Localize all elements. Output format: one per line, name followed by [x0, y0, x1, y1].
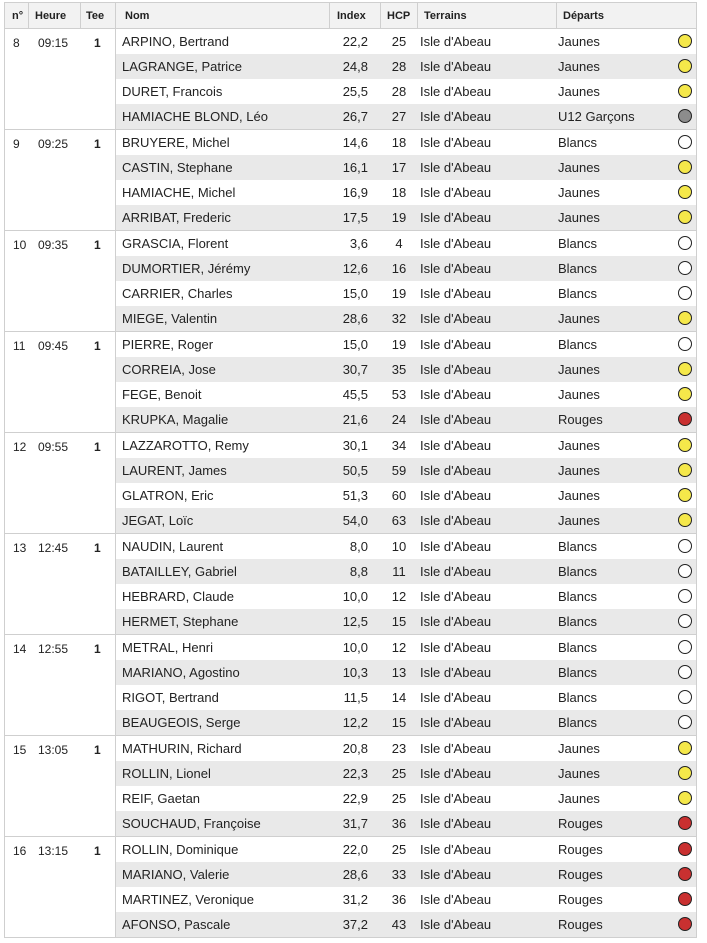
tee-color-icon	[678, 539, 692, 553]
player-hcp: 23	[391, 741, 407, 756]
player-row[interactable]	[116, 685, 696, 710]
player-hcp: 18	[391, 135, 407, 150]
player-row[interactable]	[116, 79, 696, 104]
player-hcp: 63	[391, 513, 407, 528]
player-index: 37,2	[342, 917, 368, 932]
tee-color-icon	[678, 236, 692, 250]
group-tee: 1	[94, 642, 101, 656]
player-name: CORREIA, Jose	[122, 362, 216, 377]
player-hcp: 19	[391, 286, 407, 301]
player-departure: Blancs	[558, 665, 598, 680]
player-row[interactable]	[116, 887, 696, 912]
player-course: Isle d'Abeau	[420, 412, 492, 427]
player-course: Isle d'Abeau	[420, 488, 492, 503]
tee-color-icon	[678, 715, 692, 729]
player-row[interactable]	[116, 660, 696, 685]
tee-color-icon	[678, 135, 692, 149]
player-index: 30,1	[342, 438, 368, 453]
group-time: 12:45	[38, 541, 69, 555]
player-departure: U12 Garçons	[558, 109, 635, 124]
tee-group	[5, 837, 696, 937]
tee-color-icon	[678, 438, 692, 452]
player-name: REIF, Gaetan	[122, 791, 201, 806]
group-tee: 1	[94, 238, 101, 252]
player-departure: Rouges	[558, 816, 603, 831]
player-departure: Jaunes	[558, 488, 600, 503]
tee-color-icon	[678, 160, 692, 174]
player-course: Isle d'Abeau	[420, 867, 492, 882]
player-index: 22,3	[342, 766, 368, 781]
player-name: LAGRANGE, Patrice	[122, 59, 242, 74]
tee-group	[5, 130, 696, 231]
player-name: HEBRARD, Claude	[122, 589, 234, 604]
player-row[interactable]	[116, 306, 696, 331]
player-hcp: 25	[391, 34, 407, 49]
player-index: 15,0	[342, 286, 368, 301]
player-hcp: 25	[391, 791, 407, 806]
player-hcp: 11	[392, 564, 406, 579]
group-number: 10	[13, 238, 27, 252]
col-header-heure[interactable]: Heure	[35, 10, 67, 22]
col-header-num[interactable]: n°	[12, 10, 24, 22]
player-name: ARPINO, Bertrand	[122, 34, 229, 49]
player-course: Isle d'Abeau	[420, 59, 492, 74]
player-row[interactable]	[116, 104, 696, 129]
tee-color-icon	[678, 412, 692, 426]
player-departure: Blancs	[558, 539, 598, 554]
player-departure: Blancs	[558, 337, 598, 352]
player-departure: Blancs	[558, 286, 598, 301]
player-departure: Jaunes	[558, 362, 600, 377]
player-row[interactable]	[116, 837, 696, 862]
player-index: 25,5	[342, 84, 368, 99]
player-course: Isle d'Abeau	[420, 816, 492, 831]
player-name: HAMIACHE, Michel	[122, 185, 236, 200]
tee-color-icon	[678, 362, 692, 376]
tee-color-icon	[678, 286, 692, 300]
player-hcp: 59	[391, 463, 407, 478]
group-number: 15	[13, 743, 27, 757]
tee-color-icon	[678, 513, 692, 527]
player-departure: Jaunes	[558, 311, 600, 326]
player-hcp: 24	[391, 412, 407, 427]
player-hcp: 28	[391, 59, 407, 74]
player-name: ARRIBAT, Frederic	[122, 210, 231, 225]
group-time: 09:55	[38, 440, 69, 454]
player-row[interactable]	[116, 433, 696, 458]
player-departure: Blancs	[558, 614, 598, 629]
player-course: Isle d'Abeau	[420, 185, 492, 200]
group-tee: 1	[94, 36, 101, 50]
player-index: 17,5	[342, 210, 368, 225]
player-course: Isle d'Abeau	[420, 614, 492, 629]
player-row[interactable]	[116, 811, 696, 836]
player-hcp: 43	[391, 917, 407, 932]
player-row[interactable]	[116, 180, 696, 205]
player-departure: Jaunes	[558, 463, 600, 478]
player-departure: Blancs	[558, 236, 598, 251]
group-number: 8	[13, 36, 20, 50]
player-course: Isle d'Abeau	[420, 84, 492, 99]
player-name: MARIANO, Valerie	[122, 867, 230, 882]
player-row[interactable]	[116, 458, 696, 483]
player-hcp: 19	[391, 337, 407, 352]
player-row[interactable]	[116, 534, 696, 559]
player-row[interactable]	[116, 231, 696, 256]
player-row[interactable]	[116, 786, 696, 811]
player-course: Isle d'Abeau	[420, 842, 492, 857]
group-time: 09:25	[38, 137, 69, 151]
tee-color-icon	[678, 892, 692, 906]
player-departure: Jaunes	[558, 210, 600, 225]
tee-color-icon	[678, 463, 692, 477]
player-departure: Jaunes	[558, 160, 600, 175]
player-course: Isle d'Abeau	[420, 690, 492, 705]
player-row[interactable]	[116, 256, 696, 281]
player-name: KRUPKA, Magalie	[122, 412, 229, 427]
player-index: 12,5	[342, 614, 368, 629]
tee-color-icon	[678, 665, 692, 679]
player-name: RIGOT, Bertrand	[122, 690, 219, 705]
player-departure: Jaunes	[558, 438, 600, 453]
tee-color-icon	[678, 614, 692, 628]
player-departure: Rouges	[558, 867, 603, 882]
group-number: 16	[13, 844, 27, 858]
player-index: 10,0	[342, 589, 368, 604]
player-course: Isle d'Abeau	[420, 665, 492, 680]
player-hcp: 25	[391, 766, 407, 781]
player-index: 10,0	[342, 640, 368, 655]
player-name: NAUDIN, Laurent	[122, 539, 224, 554]
player-index: 15,0	[342, 337, 368, 352]
player-departure: Blancs	[558, 640, 598, 655]
player-course: Isle d'Abeau	[420, 236, 492, 251]
player-hcp: 53	[391, 387, 407, 402]
player-index: 10,3	[342, 665, 368, 680]
player-name: MARTINEZ, Veronique	[122, 892, 254, 907]
player-course: Isle d'Abeau	[420, 109, 492, 124]
player-index: 3,6	[349, 236, 368, 251]
player-index: 22,2	[342, 34, 368, 49]
player-index: 28,6	[342, 867, 368, 882]
player-course: Isle d'Abeau	[420, 513, 492, 528]
tee-group	[5, 231, 696, 332]
player-departure: Jaunes	[558, 741, 600, 756]
player-row[interactable]	[116, 862, 696, 887]
player-hcp: 19	[391, 210, 407, 225]
player-course: Isle d'Abeau	[420, 791, 492, 806]
player-row[interactable]	[116, 736, 696, 761]
player-hcp: 35	[391, 362, 407, 377]
player-course: Isle d'Abeau	[420, 337, 492, 352]
player-index: 45,5	[342, 387, 368, 402]
player-course: Isle d'Abeau	[420, 387, 492, 402]
player-hcp: 27	[391, 109, 407, 124]
player-name: CARRIER, Charles	[122, 286, 233, 301]
col-header-departs[interactable]: Départs	[563, 10, 604, 22]
player-hcp: 36	[391, 816, 407, 831]
tee-color-icon	[678, 690, 692, 704]
group-tee: 1	[94, 844, 101, 858]
col-header-hcp[interactable]: HCP	[387, 10, 411, 22]
player-name: SOUCHAUD, Françoise	[122, 816, 261, 831]
player-hcp: 28	[391, 84, 407, 99]
player-row[interactable]	[116, 332, 696, 357]
player-course: Isle d'Abeau	[420, 892, 492, 907]
tee-color-icon	[678, 34, 692, 48]
player-departure: Blancs	[558, 135, 598, 150]
group-time: 09:15	[38, 36, 69, 50]
player-departure: Jaunes	[558, 34, 600, 49]
col-header-tee[interactable]: Tee	[86, 10, 105, 22]
tee-color-icon	[678, 816, 692, 830]
tee-color-icon	[678, 791, 692, 805]
player-hcp: 12	[391, 589, 407, 604]
tee-color-icon	[678, 867, 692, 881]
player-departure: Blancs	[558, 564, 598, 579]
tee-color-icon	[678, 109, 692, 123]
player-course: Isle d'Abeau	[420, 539, 492, 554]
player-index: 12,2	[342, 715, 368, 730]
player-row[interactable]	[116, 205, 696, 230]
player-departure: Rouges	[558, 842, 603, 857]
player-index: 20,8	[342, 741, 368, 756]
group-time: 13:15	[38, 844, 69, 858]
group-tee: 1	[94, 743, 101, 757]
tee-color-icon	[678, 387, 692, 401]
tee-color-icon	[678, 488, 692, 502]
player-index: 50,5	[342, 463, 368, 478]
player-row[interactable]	[116, 130, 696, 155]
player-index: 22,0	[342, 842, 368, 857]
player-departure: Rouges	[558, 412, 603, 427]
player-hcp: 25	[391, 842, 407, 857]
player-hcp: 18	[391, 185, 407, 200]
player-index: 30,7	[342, 362, 368, 377]
player-hcp: 16	[391, 261, 407, 276]
player-index: 8,8	[349, 564, 368, 579]
tee-group	[5, 534, 696, 635]
player-name: ROLLIN, Lionel	[122, 766, 211, 781]
player-course: Isle d'Abeau	[420, 715, 492, 730]
player-hcp: 13	[391, 665, 407, 680]
player-index: 16,1	[342, 160, 368, 175]
player-course: Isle d'Abeau	[420, 135, 492, 150]
player-course: Isle d'Abeau	[420, 766, 492, 781]
player-departure: Blancs	[558, 261, 598, 276]
table-header	[5, 3, 696, 29]
player-row[interactable]	[116, 710, 696, 735]
tee-times-table	[4, 2, 697, 938]
player-course: Isle d'Abeau	[420, 210, 492, 225]
player-course: Isle d'Abeau	[420, 589, 492, 604]
group-number: 12	[13, 440, 27, 454]
player-row[interactable]	[116, 609, 696, 634]
player-name: PIERRE, Roger	[122, 337, 214, 352]
tee-group	[5, 433, 696, 534]
player-course: Isle d'Abeau	[420, 438, 492, 453]
tee-groups	[5, 29, 696, 937]
player-name: FEGE, Benoit	[122, 387, 202, 402]
player-name: MIEGE, Valentin	[122, 311, 218, 326]
player-course: Isle d'Abeau	[420, 286, 492, 301]
player-name: MATHURIN, Richard	[122, 741, 242, 756]
player-index: 31,7	[342, 816, 368, 831]
group-time: 13:05	[38, 743, 69, 757]
player-departure: Jaunes	[558, 513, 600, 528]
player-index: 16,9	[342, 185, 368, 200]
player-index: 51,3	[342, 488, 368, 503]
player-course: Isle d'Abeau	[420, 362, 492, 377]
tee-group	[5, 332, 696, 433]
player-course: Isle d'Abeau	[420, 564, 492, 579]
group-time: 09:35	[38, 238, 69, 252]
player-name: GLATRON, Eric	[122, 488, 214, 503]
player-index: 14,6	[342, 135, 368, 150]
tee-color-icon	[678, 261, 692, 275]
player-row[interactable]	[116, 407, 696, 432]
player-row[interactable]	[116, 382, 696, 407]
player-name: BEAUGEOIS, Serge	[122, 715, 241, 730]
player-row[interactable]	[116, 281, 696, 306]
player-course: Isle d'Abeau	[420, 640, 492, 655]
player-name: METRAL, Henri	[122, 640, 214, 655]
player-name: HERMET, Stephane	[122, 614, 239, 629]
tee-color-icon	[678, 917, 692, 931]
tee-color-icon	[678, 766, 692, 780]
player-departure: Rouges	[558, 892, 603, 907]
tee-color-icon	[678, 210, 692, 224]
player-name: GRASCIA, Florent	[122, 236, 229, 251]
player-row[interactable]	[116, 54, 696, 79]
player-name: LAZZAROTTO, Remy	[122, 438, 249, 453]
player-index: 21,6	[342, 412, 368, 427]
tee-group	[5, 29, 696, 130]
tee-color-icon	[678, 337, 692, 351]
tee-color-icon	[678, 84, 692, 98]
player-name: BRUYERE, Michel	[122, 135, 230, 150]
player-row[interactable]	[116, 559, 696, 584]
player-departure: Jaunes	[558, 185, 600, 200]
col-header-terrains[interactable]: Terrains	[424, 10, 467, 22]
player-index: 54,0	[342, 513, 368, 528]
tee-group	[5, 635, 696, 736]
tee-color-icon	[678, 640, 692, 654]
tee-color-icon	[678, 59, 692, 73]
player-name: LAURENT, James	[122, 463, 227, 478]
group-number: 11	[13, 339, 26, 353]
player-course: Isle d'Abeau	[420, 741, 492, 756]
player-hcp: 32	[391, 311, 407, 326]
player-course: Isle d'Abeau	[420, 311, 492, 326]
player-hcp: 15	[391, 614, 407, 629]
player-row[interactable]	[116, 761, 696, 786]
col-header-nom[interactable]: Nom	[125, 10, 150, 22]
player-name: HAMIACHE BLOND, Léo	[122, 109, 268, 124]
tee-color-icon	[678, 185, 692, 199]
player-course: Isle d'Abeau	[420, 261, 492, 276]
player-index: 31,2	[342, 892, 368, 907]
player-departure: Jaunes	[558, 59, 600, 74]
tee-color-icon	[678, 564, 692, 578]
player-row[interactable]	[116, 155, 696, 180]
player-name: AFONSO, Pascale	[122, 917, 231, 932]
player-departure: Blancs	[558, 690, 598, 705]
player-course: Isle d'Abeau	[420, 160, 492, 175]
group-number: 9	[13, 137, 20, 151]
player-hcp: 15	[391, 715, 407, 730]
player-row[interactable]	[116, 357, 696, 382]
player-index: 12,6	[342, 261, 368, 276]
player-row[interactable]	[116, 29, 696, 54]
player-row[interactable]	[116, 483, 696, 508]
tee-color-icon	[678, 589, 692, 603]
player-row[interactable]	[116, 584, 696, 609]
player-course: Isle d'Abeau	[420, 463, 492, 478]
player-departure: Rouges	[558, 917, 603, 932]
tee-color-icon	[678, 741, 692, 755]
player-course: Isle d'Abeau	[420, 34, 492, 49]
player-hcp: 4	[395, 236, 403, 251]
player-name: CASTIN, Stephane	[122, 160, 233, 175]
player-index: 26,7	[342, 109, 368, 124]
player-departure: Jaunes	[558, 84, 600, 99]
player-name: JEGAT, Loïc	[122, 513, 194, 528]
player-row[interactable]	[116, 635, 696, 660]
group-tee: 1	[94, 137, 101, 151]
player-name: ROLLIN, Dominique	[122, 842, 239, 857]
tee-color-icon	[678, 842, 692, 856]
tee-color-icon	[678, 311, 692, 325]
player-index: 28,6	[342, 311, 368, 326]
tee-group	[5, 736, 696, 837]
player-hcp: 34	[391, 438, 407, 453]
player-index: 8,0	[349, 539, 368, 554]
group-number: 13	[13, 541, 27, 555]
player-index: 22,9	[342, 791, 368, 806]
player-departure: Jaunes	[558, 766, 600, 781]
group-tee: 1	[94, 339, 101, 353]
player-course: Isle d'Abeau	[420, 917, 492, 932]
player-hcp: 33	[391, 867, 407, 882]
col-header-index[interactable]: Index	[337, 10, 366, 22]
group-number: 14	[13, 642, 27, 656]
player-name: MARIANO, Agostino	[122, 665, 240, 680]
player-hcp: 36	[391, 892, 407, 907]
player-hcp: 14	[391, 690, 407, 705]
player-name: DUMORTIER, Jérémy	[122, 261, 251, 276]
player-departure: Jaunes	[558, 387, 600, 402]
player-departure: Jaunes	[558, 791, 600, 806]
player-index: 11,5	[343, 690, 368, 705]
group-time: 12:55	[38, 642, 69, 656]
player-departure: Blancs	[558, 715, 598, 730]
player-hcp: 17	[391, 160, 407, 175]
player-index: 24,8	[342, 59, 368, 74]
player-row[interactable]	[116, 912, 696, 937]
group-tee: 1	[94, 440, 101, 454]
player-name: DURET, Francois	[122, 84, 223, 99]
player-hcp: 10	[391, 539, 407, 554]
player-name: BATAILLEY, Gabriel	[122, 564, 237, 579]
player-row[interactable]	[116, 508, 696, 533]
group-time: 09:45	[38, 339, 69, 353]
player-hcp: 60	[391, 488, 407, 503]
player-departure: Blancs	[558, 589, 598, 604]
group-tee: 1	[94, 541, 101, 555]
player-hcp: 12	[391, 640, 407, 655]
